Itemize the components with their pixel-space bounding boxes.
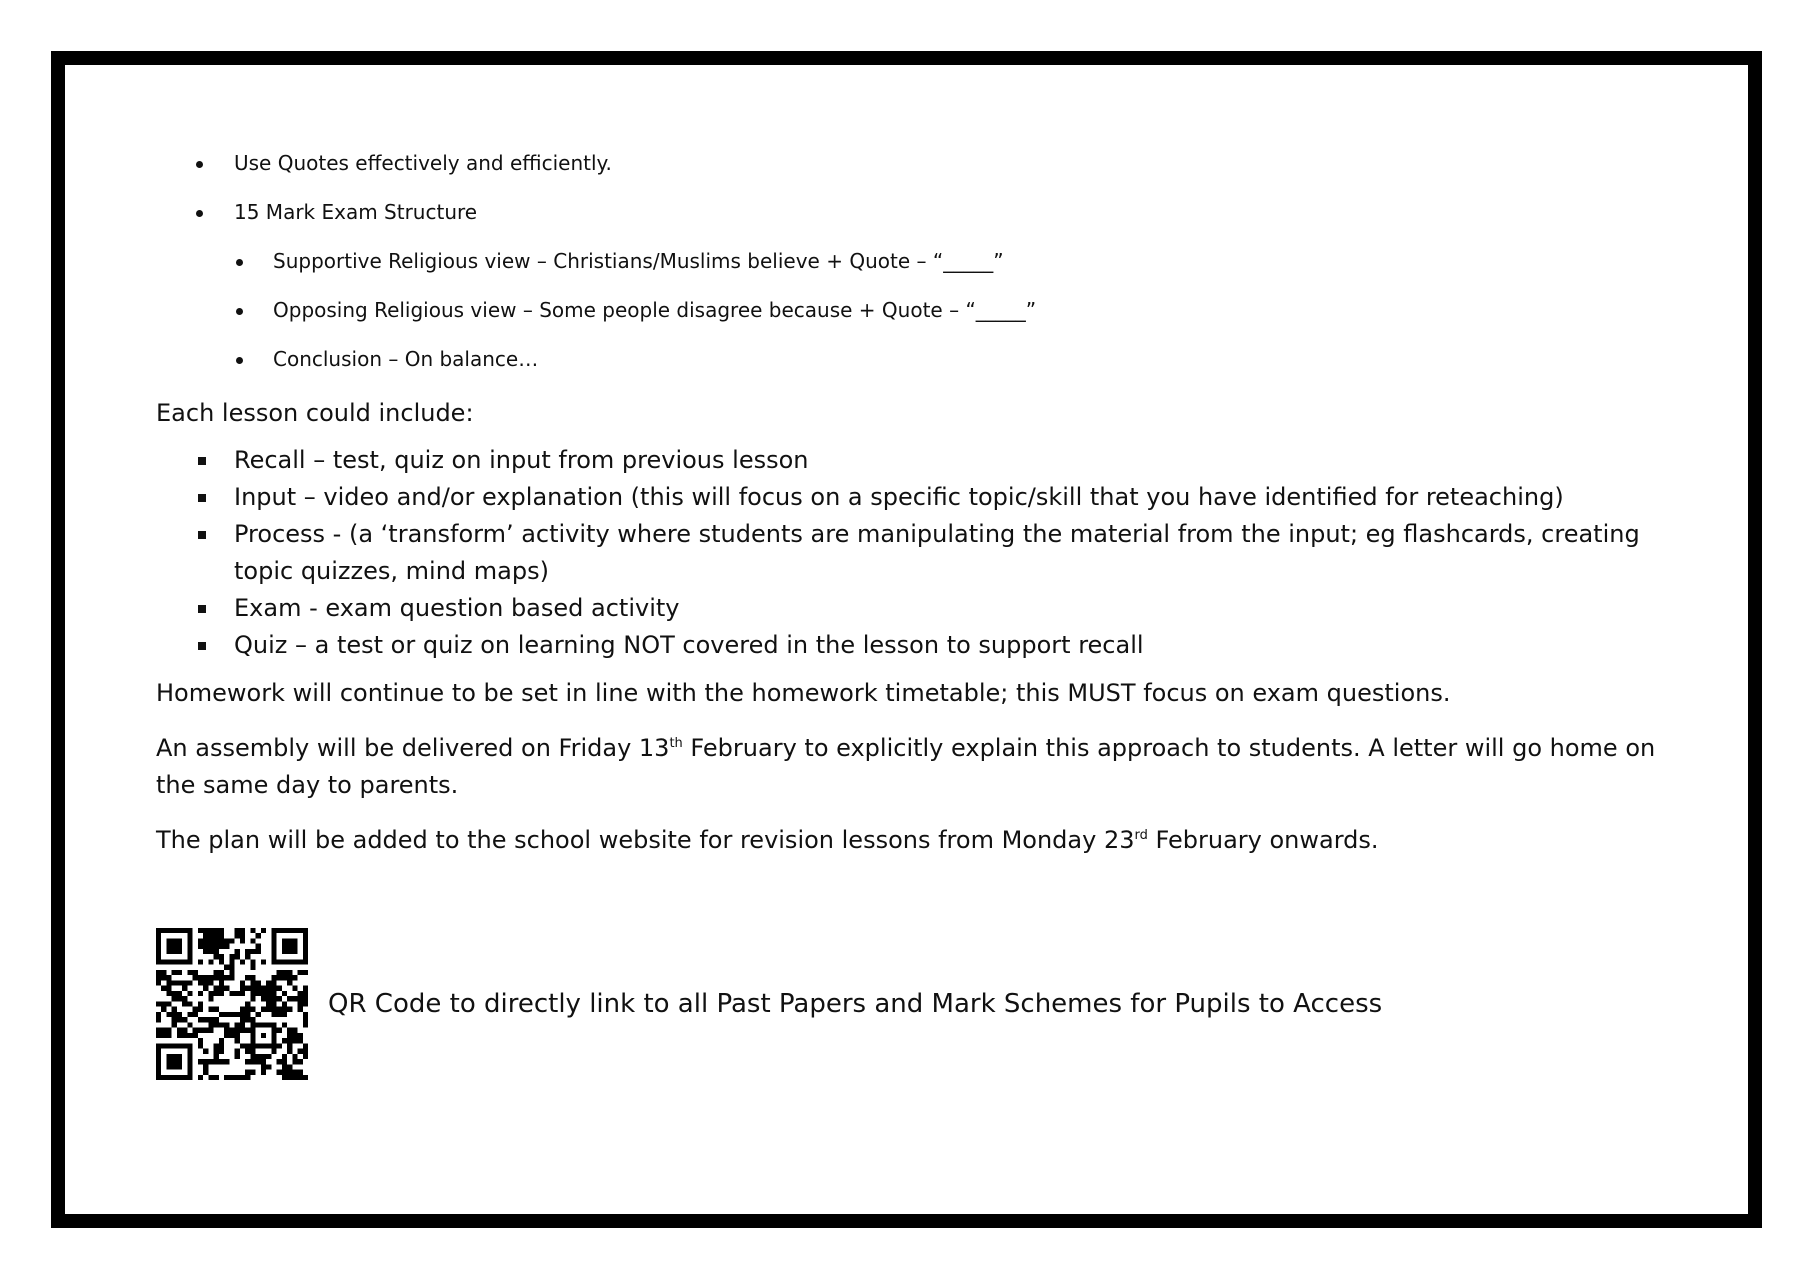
list-item: Use Quotes effectively and efficiently. xyxy=(156,150,1676,176)
list-item: Supportive Religious view – Christians/Muslims believe + Quote – “_____” xyxy=(156,248,1676,274)
plan-paragraph xyxy=(156,822,1676,859)
list-item: Recall – test, quiz on input from previous lesson xyxy=(156,442,1676,479)
list-item: Conclusion – On balance… xyxy=(156,346,1676,372)
list-item: Exam - exam question based activity xyxy=(156,590,1676,627)
assembly-paragraph xyxy=(156,730,1676,804)
qr-caption: QR Code to directly link to all Past Papers and Mark Schemes for Pupils to Access xyxy=(328,989,1383,1019)
lesson-components-list xyxy=(156,442,1676,664)
list-item: Input – video and/or explanation (this will focus on a specific topic/skill that you have identified for reteaching) xyxy=(156,479,1676,516)
homework-paragraph: Homework will continue to be set in line with the homework timetable; this MUST focus on exam questions. xyxy=(156,679,1451,707)
list-item: Quiz – a test or quiz on learning NOT covered in the lesson to support recall xyxy=(156,627,1676,664)
qr-code[interactable] xyxy=(156,928,308,1080)
ordinal-suffix: th xyxy=(669,736,683,751)
plan-text: The plan will be added to the school website for revision lessons from Monday 23 xyxy=(156,826,1135,854)
exam-structure-list xyxy=(156,150,1676,372)
plan-text: February onwards. xyxy=(1147,826,1379,854)
ordinal-suffix: rd xyxy=(1134,828,1148,843)
list-item: Opposing Religious view – Some people disagree because + Quote – “_____” xyxy=(156,297,1676,323)
lesson-intro: Each lesson could include: xyxy=(156,399,474,427)
assembly-text: February to explicitly explain this approach to students. A letter will go home on the same day to parents. xyxy=(156,734,1656,799)
assembly-text: An assembly will be delivered on Friday 13 xyxy=(156,734,670,762)
document-body xyxy=(156,150,1676,859)
qr-section xyxy=(156,928,1382,1080)
list-item: Process - (a ‘transform’ activity where students are manipulating the material from the input; eg flashcards, creating topic quizzes, mind maps) xyxy=(156,516,1676,590)
list-item: 15 Mark Exam Structure xyxy=(156,199,1676,225)
